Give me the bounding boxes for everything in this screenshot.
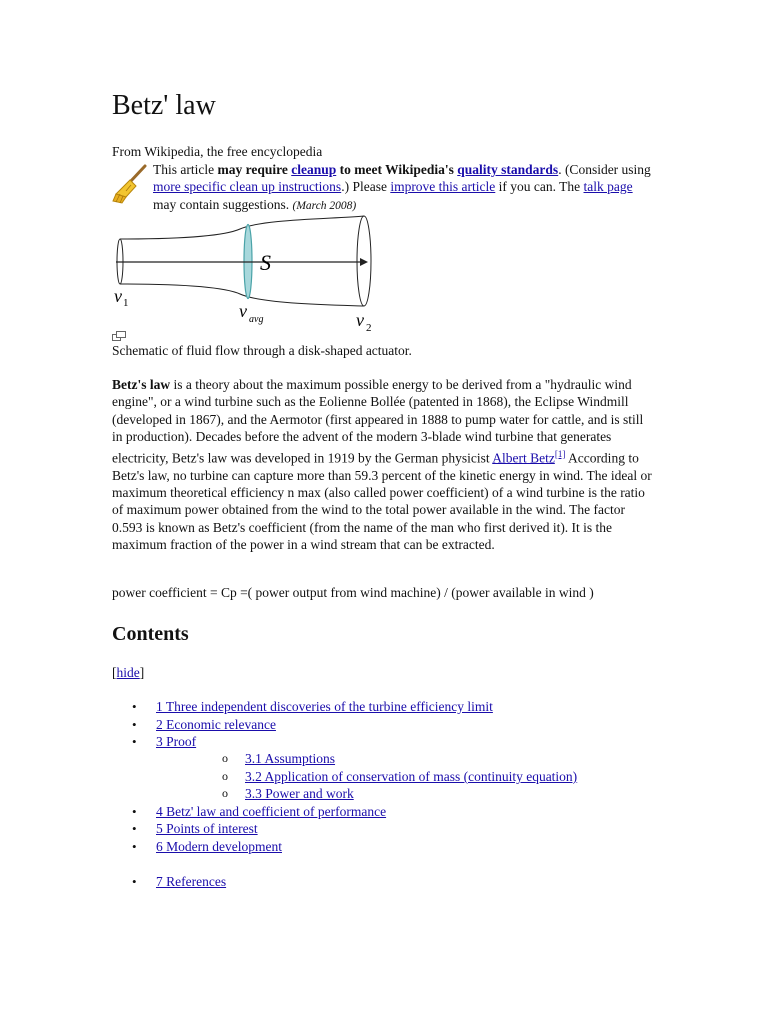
notice-emphasis: may require [217,162,292,177]
label-s: S [260,250,271,275]
power-coefficient-formula: power coefficient = Cp =( power output from wind machine) / (power available in wind ) [112,585,594,600]
talk-page-link[interactable]: talk page [583,179,633,195]
toc-item [112,873,612,891]
label-v1: v [114,286,122,306]
toc-subitem [156,785,612,803]
notice-text [153,161,652,215]
improve-article-link[interactable]: improve this article [390,179,496,195]
toc-subitem [156,768,612,786]
quality-standards-link[interactable]: quality standards [457,162,559,177]
toc-item [112,733,612,803]
notice-emphasis: to meet Wikipedia's [336,162,458,177]
specific-cleanup-link[interactable]: more specific clean up instructions [153,179,342,195]
page-title: Betz' law [112,90,216,121]
toc-link-6[interactable]: 6 Modern development [156,838,282,854]
label-vavg-sub: avg [249,314,264,325]
notice-text-part: if you can. The [495,179,584,195]
table-of-contents [112,698,612,890]
toc-item [112,820,612,838]
actuator-disk-schematic [112,213,382,348]
reference-1-anchor[interactable]: [1] [554,448,566,459]
toc-link-2[interactable]: 2 Economic relevance [156,716,276,732]
toc-link-7[interactable]: 7 References [156,873,227,889]
label-v2: v [356,310,364,330]
toc-link-3-1[interactable]: 3.1 Assumptions [245,751,336,767]
page-subtitle: From Wikipedia, the free encyclopedia [112,144,323,159]
bracket-close: ] [139,665,145,680]
bracket-open: [ [112,665,117,680]
toc-link-3[interactable]: 3 Proof [156,734,197,749]
hide-toc-link[interactable]: hide [116,665,140,680]
article-term: Betz's law [112,377,171,392]
albert-betz-link[interactable]: Albert Betz [492,450,555,466]
notice-date: (March 2008) [292,199,357,212]
toc-sublist [156,750,612,803]
notice-text-part: . (Consider using [558,162,651,177]
toc-item [112,698,612,716]
intro-paragraph [112,376,652,554]
toc-item [112,838,612,856]
toc-link-3-2[interactable]: 3.2 Application of conservation of mass (continuity equation) [245,768,578,784]
figure-caption: Schematic of fluid flow through a disk-shaped actuator. [112,343,412,358]
notice-text-part: .) Please [341,179,391,195]
contents-heading: Contents [112,623,189,645]
toc-link-3-3[interactable]: 3.3 Power and work [245,786,354,802]
reference-1-link[interactable] [555,448,566,460]
intro-text-continued: According to Betz's law, no turbine can capture more than 59.3 percent of the kinetic energy in wind. The ideal or maximum theoretical efficiency n max (also called power coefficient) of a wind turbine is the ratio of maximum power obtained from the wind to the total power available in the wind. The factor 0.593 is known as Betz's coefficient (from the name of the man who first derived it). It is the maximum fraction of the power in a wind stream that can be extracted. [112,450,652,553]
toc-link-4[interactable]: 4 Betz' law and coefficient of performance [156,803,387,819]
cleanup-notice [112,161,652,215]
intro-text: is a theory about the maximum possible energy to be derived from a "hydraulic wind engine", or a wind turbine such as the Eolienne Bollée (patented in 1868), the Eclipse Windmill (developed in 1867), and the Aermotor (first appeared in 1888 to pump water for cattle, and is still in production). Decades before the advent of the modern 3-blade wind turbine that generates electricity, Betz's law was developed in 1919 by the German physicist [112,377,644,466]
label-v1-sub: 1 [123,297,129,309]
cleanup-link[interactable]: cleanup [291,162,337,177]
label-vavg: v [239,301,247,321]
notice-text-part: may contain suggestions. [153,196,293,212]
toc-link-5[interactable]: 5 Points of interest [156,821,258,837]
toc-item [112,716,612,734]
toc-toggle [112,664,144,681]
enlarge-icon[interactable] [112,331,126,341]
toc-item [112,803,612,821]
label-v2-sub: 2 [366,322,372,334]
toc-subitem [156,750,612,768]
toc-link-1[interactable]: 1 Three independent discoveries of the turbine efficiency limit [156,699,493,714]
notice-text-part: This article [153,162,218,177]
broom-icon [112,163,152,205]
